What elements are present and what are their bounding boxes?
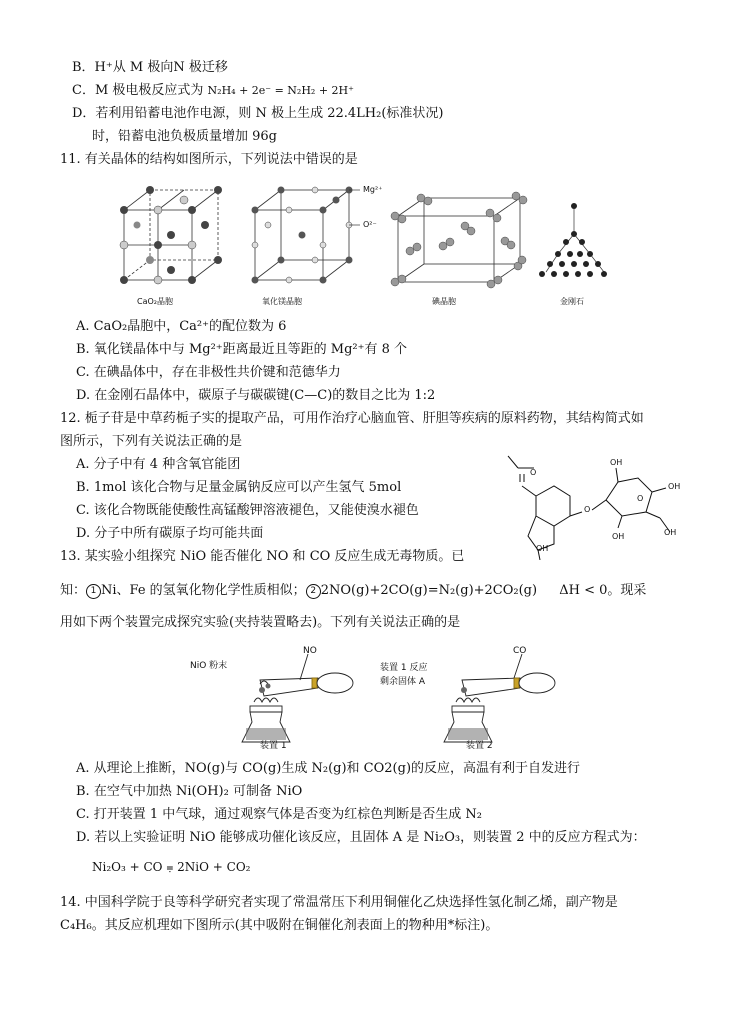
structure-ring-o: O [530,468,537,477]
q10-option-c [72,82,354,100]
circled-one-icon: 1 [86,584,101,599]
q10-option-d-line1: D．若利用铅蓄电池作电源，则 N 极上生成 22.4LH₂(标准状况) [72,106,444,121]
residue-label-line2: 剩余固体 A [380,677,426,687]
cao2-atoms [120,186,222,284]
diamond-atoms [539,203,607,277]
o-ion-label: O²⁻ [363,220,377,229]
q12-stem-line1: 12. 栀子苷是中草药栀子实的提取产品，可用作治疗心脑血管、肝胆等疾病的原料药物，其结构简式如 [60,411,644,426]
nio-powder-label: NiO 粉末 [190,661,228,671]
mg-ion-label: Mg²⁺ [363,185,383,194]
structure-oh-4: OH [664,528,677,537]
q14-line1: 14. 中国科学院于良等科学研究者实现了常温常压下利用铜催化乙炔选择性氢化制乙烯，副产物是 [60,895,618,910]
q10-option-c-formula: N₂H₄ + 2e⁻ = N₂H₂ + 2H⁺ [207,84,354,97]
crystal-structures-figure [110,176,630,296]
device1-label: 装置 1 [260,741,287,751]
q13-known-2-eq: 2NO(g)+2CO(g)=N₂(g)+2CO₂(g) [320,583,538,598]
q13-option-c: C. 打开装置 1 中气球，通过观察气体是否变为红棕色判断是否生成 N₂ [76,807,483,822]
diamond-caption: 金刚石 [560,297,584,306]
q12-stem-line2: 图所示，下列有关说法正确的是 [60,434,243,449]
q13-option-b: B. 在空气中加热 Ni(OH)₂ 可制备 NiO [76,784,303,799]
q13-stem-line3: 用如下两个装置完成探究实验(夹持装置略去)。下列有关说法正确的是 [60,615,461,630]
q13-known-2-dh: ΔH < 0 [559,583,608,598]
mgo-arrows [349,190,360,225]
structure-oh-3: OH [612,532,625,541]
circled-two-icon: 2 [306,584,321,599]
apparatus-figure [190,640,570,750]
geniposide-structure [498,452,698,560]
q13-equation: Ni₂O₃ + CO ⩦ 2NiO + CO₂ [92,860,251,874]
q10-option-c-prefix: C．M 极电极反应式为 [72,83,204,98]
q10-option-b: B．H⁺从 M 极向N 极迁移 [72,60,228,75]
residue-label-line1: 装置 1 反应 [380,663,428,673]
mgo-caption: 氧化镁晶胞 [262,297,302,306]
structure-oh-5: OH [536,544,549,553]
q12-option-b: B. 1mol 该化合物与足量金属钠反应可以产生氢气 5mol [76,480,402,495]
q11-option-a: A. CaO₂晶胞中，Ca²⁺的配位数为 6 [76,319,287,334]
q10-option-d-line2: 时，铅蓄电池负极质量增加 96g [92,129,277,144]
q12-option-c: C. 该化合物既能使酸性高锰酸钾溶液褪色，又能使溴水褪色 [76,503,419,518]
no-gas-label: NO [303,646,317,656]
structure-oh-2: OH [668,482,681,491]
q11-option-c: C. 在碘晶体中，存在非极性共价键和范德华力 [76,365,341,380]
q13-known-prefix: 知： [60,583,87,598]
q11-option-d: D. 在金刚石晶体中，碳原子与碳碳键(C—C)的数目之比为 1:2 [76,388,436,403]
q11-stem: 11. 有关晶体的结构如图所示，下列说法中错误的是 [60,152,358,167]
q13-stem-line1: 13. 某实验小组探究 NiO 能否催化 NO 和 CO 反应生成无毒物质。已 [60,549,465,564]
device2-label: 装置 2 [466,741,493,751]
iodine-caption: 碘晶胞 [432,297,456,306]
structure-pyran-o: O [637,494,644,503]
q13-known-line [60,582,646,600]
co-gas-label: CO [513,646,527,656]
structure-oh-1: OH [610,458,623,467]
cao2-caption: CaO₂晶胞 [137,297,173,306]
q13-option-d: D. 若以上实验证明 NiO 能够成功催化该反应，且固体 A 是 Ni₂O₃，则装置 2 中的反应方程式为： [76,830,646,845]
q11-option-b: B. 氧化镁晶体中与 Mg²⁺距离最近且等距的 Mg²⁺有 8 个 [76,342,408,357]
q13-known-suffix: 。现采 [607,583,647,598]
q13-option-a: A. 从理论上推断，NO(g)与 CO(g)生成 N₂(g)和 CO2(g)的反应，高温有利于自发进行 [76,761,581,776]
q12-option-d: D. 分子中所有碳原子均可能共面 [76,526,264,541]
structure-ether-o: O [584,505,591,514]
q12-option-a: A. 分子中有 4 种含氧官能团 [76,457,241,472]
q14-line2: C₄H₆。其反应机理如下图所示(其中吸附在铜催化剂表面上的物种用*标注)。 [60,918,499,933]
q13-known-1: Ni、Fe 的氢氧化物化学性质相似； [101,583,306,598]
